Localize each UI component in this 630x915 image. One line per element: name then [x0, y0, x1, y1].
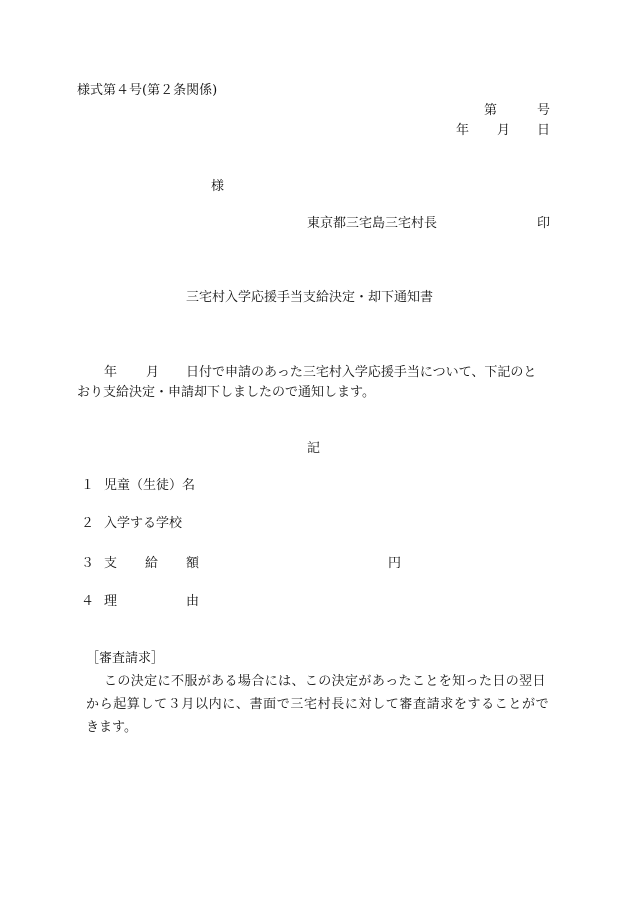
- date-month: 月: [497, 123, 511, 138]
- date-day: 日: [537, 123, 551, 138]
- form-label: 様式第４号(第２条関係): [77, 83, 218, 98]
- item-1-label: 児童（生徒）名: [104, 478, 196, 493]
- item-4-number: ４: [81, 594, 95, 609]
- appeal-line-3: きます。: [86, 720, 137, 735]
- item-3-unit: 円: [388, 556, 402, 571]
- document-title: 三宅村入学応援手当支給決定・却下通知書: [186, 290, 434, 305]
- item-3-char-1: 支: [104, 556, 118, 571]
- appeal-line-2: か ら 起 算 し て ３ 月 以 内 に 、 書 面 で 三 宅 村 長 に 対 し て 審 査 請 求 を す る こ と が で: [86, 697, 549, 712]
- item-2-label: 入学する学校: [104, 516, 183, 531]
- item-3-char-2: 給: [145, 556, 159, 571]
- item-3-char-3: 額: [186, 556, 200, 571]
- item-3-number: ３: [81, 556, 95, 571]
- body-year: 年: [104, 365, 118, 380]
- body-line2-text: おり支給決定・申請却下しましたので通知します。: [77, 385, 375, 400]
- body-month: 月: [146, 365, 160, 380]
- recipient-suffix: 様: [211, 179, 225, 194]
- body-line1-text: 日付で申請のあった三宅村入学応援手当について、下記のと: [186, 365, 537, 380]
- item-1-number: １: [81, 478, 95, 493]
- item-4-char-1: 理: [104, 594, 118, 609]
- doc-number-dai: 第: [484, 103, 498, 118]
- date-year: 年: [456, 123, 470, 138]
- doc-number-go: 号: [537, 103, 551, 118]
- seal-mark: 印: [537, 216, 551, 231]
- item-2-number: ２: [81, 516, 95, 531]
- ki-heading: 記: [307, 441, 321, 456]
- item-4-char-2: 由: [186, 594, 200, 609]
- appeal-line-1: こ の 決 定 に 不 服 が あ る 場 合 に は 、 こ の 決 定 が あ っ た こ と を 知 っ た 日 の 翌 日: [104, 674, 546, 689]
- issuer-name: 東京都三宅島三宅村長: [307, 216, 438, 231]
- appeal-heading: ［審査請求］: [86, 651, 165, 666]
